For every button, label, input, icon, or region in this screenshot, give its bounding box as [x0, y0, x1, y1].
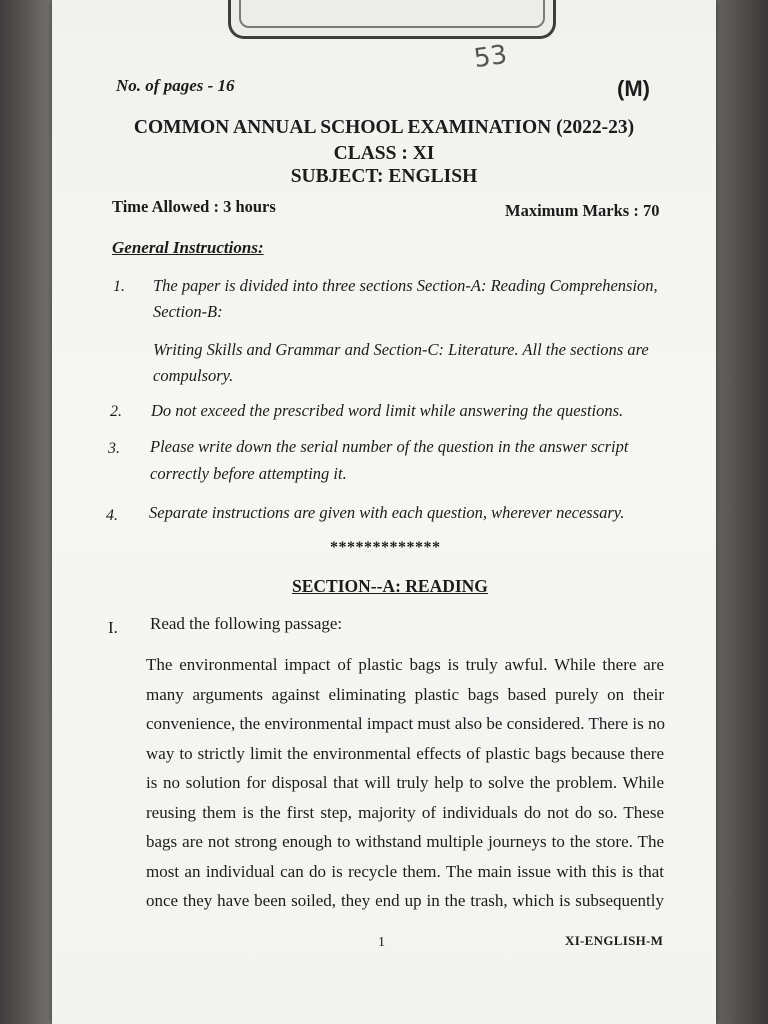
instruction-line: Please write down the serial number of the question in the answer script	[150, 437, 629, 456]
passage-line: The environmental impact of plastic bags is truly awful. While there are	[146, 655, 664, 674]
passage-line: is no solution for disposal that will truly help to solve the problem. While	[146, 773, 664, 792]
instruction-number: 3.	[108, 440, 120, 457]
instruction-line: compulsory.	[153, 366, 234, 385]
time-allowed: Time Allowed : 3 hours	[112, 197, 276, 216]
instruction-number: 1.	[113, 278, 125, 295]
exam-title: COMMON ANNUAL SCHOOL EXAMINATION (2022-23)	[133, 117, 635, 138]
question-text: Read the following passage:	[150, 614, 343, 633]
class-label: CLASS : XI	[333, 143, 435, 164]
passage-line: many arguments against eliminating plastic bags based purely on their	[146, 684, 664, 704]
passage-line: bags are not strong enough to withstand multiple journeys to the store. The	[146, 832, 664, 851]
passage-line: convenience, the environmental impact must also be considered. There is no	[146, 714, 665, 733]
footer-code: XI-ENGLISH-M	[565, 933, 664, 948]
instruction-line: Section-B:	[153, 302, 223, 321]
clipboard-clip-inner	[239, 0, 545, 28]
section-title: SECTION--A: READING	[292, 576, 488, 596]
reading-passage	[146, 650, 664, 916]
clipboard-clip	[228, 0, 556, 39]
instruction-line: The paper is divided into three sections Section-A: Reading Comprehension,	[153, 276, 658, 295]
separator-stars: *************	[330, 539, 441, 556]
question-number: I.	[108, 618, 118, 637]
instruction-number: 4.	[106, 507, 118, 524]
instruction-number: 2.	[110, 403, 122, 420]
maximum-marks: Maximum Marks : 70	[505, 201, 660, 220]
passage-line: way to strictly limit the environmental effects of plastic bags because there	[146, 743, 664, 763]
paper-code: (M)	[617, 76, 650, 101]
instructions-heading: General Instructions:	[112, 238, 264, 257]
passage-line: once they have been soiled, they end up in the trash, which is subsequently	[146, 891, 664, 910]
instruction-line: correctly before attempting it.	[150, 464, 347, 483]
passage-line: reusing them is the first step, majority of individuals do not do so. These	[146, 802, 664, 822]
subject-label: SUBJECT: ENGLISH	[290, 166, 478, 187]
instruction-line: Do not exceed the prescribed word limit while answering the questions.	[151, 401, 624, 420]
handwritten-mark: 53	[472, 39, 510, 75]
page-count: No. of pages - 16	[116, 76, 235, 95]
passage-line: most an individual can do is recycle them. The main issue with this is that	[146, 861, 664, 881]
instruction-line: Writing Skills and Grammar and Section-C: Literature. All the sections are	[153, 340, 649, 359]
instruction-line: Separate instructions are given with each question, wherever necessary.	[149, 503, 625, 522]
page-number: 1	[378, 935, 385, 950]
